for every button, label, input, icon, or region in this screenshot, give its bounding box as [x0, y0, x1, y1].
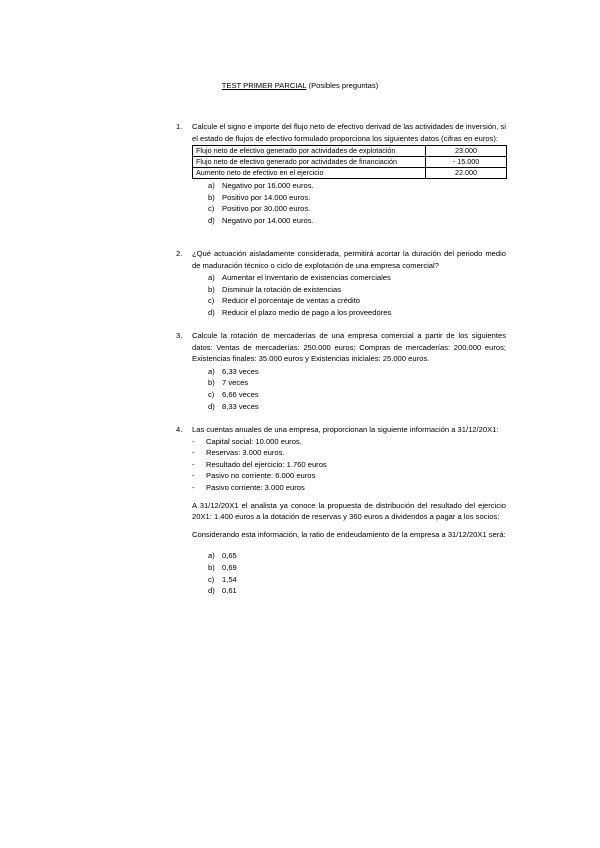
table-cell-label: Flujo neto de efectivo generado por actividades de financiación: [193, 157, 426, 168]
options-list: [208, 180, 506, 226]
option-d: [208, 401, 506, 413]
bullet-item: [192, 482, 506, 494]
option-text: Aumentar el inventario de existencias comerciales: [222, 273, 391, 283]
option-text: 0,69: [222, 562, 237, 572]
option-text: Disminuir la rotación de existencias: [222, 284, 342, 294]
option-letter: c): [208, 574, 215, 584]
question-1: [176, 121, 506, 227]
option-letter: c): [208, 389, 215, 399]
option-letter: a): [208, 366, 215, 376]
question-number: 4.: [176, 425, 183, 434]
option-b: [208, 377, 506, 389]
option-c: [208, 295, 506, 307]
bullet-dash: -: [192, 459, 195, 469]
option-b: [208, 562, 506, 574]
option-text: Reducir el porcentaje de ventas a crédito: [222, 296, 361, 306]
question-text: ¿Qué actuación aisladamente considerada, permitirá acortar la duración del periodo medio de maduración técnico o ciclo de explotación de una empresa comercial?: [192, 249, 506, 270]
cash-flow-table: [192, 145, 507, 179]
option-c: [208, 389, 506, 401]
page-title: [0, 80, 600, 92]
option-letter: c): [208, 204, 215, 214]
bullet-dash: -: [192, 482, 195, 492]
paragraph-question: Considerando esta información, la ratio de endeudamiento de la empresa a 31/12/20X1 será:: [192, 529, 506, 539]
option-letter: b): [208, 192, 215, 202]
option-letter: d): [208, 307, 215, 317]
option-text: Positivo por 30.000 euros.: [222, 204, 311, 214]
question-4: [176, 424, 506, 597]
bullet-text: Capital social: 10.000 euros.: [206, 436, 302, 446]
bullet-text: Resultado del ejercicio: 1.760 euros: [206, 459, 327, 469]
option-letter: d): [208, 586, 215, 596]
bullet-text: Reservas: 3.000 euros.: [206, 448, 285, 458]
question-number: 1.: [176, 122, 183, 131]
options-list: [208, 272, 506, 318]
bullet-text: Pasivo corriente: 3.000 euros: [206, 482, 305, 492]
option-letter: b): [208, 284, 215, 294]
bullet-dash: -: [192, 471, 195, 481]
title-sub: (Posibles preguntas): [306, 81, 379, 90]
option-d: [208, 215, 506, 227]
options-list: [208, 550, 506, 596]
table-cell-label: Flujo neto de efectivo generado por actividades de explotación: [193, 146, 426, 157]
paragraph-distribution: A 31/12/20X1 el analista ya conoce la propuesta de distribución del resultado del ejercicio 20X1: 1.400 euros a la dotación de reservas y 360 euros a dividendos a pagar a los socios:: [192, 500, 506, 522]
question-text: Calcule el signo e importe del flujo neto de efectivo derivad de las actividades de inversión, si el estado de flujos de efectivo formulado proporciona los siguientes datos (cifras en euros):: [192, 122, 506, 143]
option-a: [208, 366, 506, 378]
option-letter: d): [208, 401, 215, 411]
option-c: [208, 574, 506, 586]
option-b: [208, 192, 506, 204]
option-text: 6,66 veces: [222, 389, 259, 399]
bullet-item: [192, 436, 506, 448]
bullet-item: [192, 459, 506, 471]
table-row: [193, 157, 507, 168]
option-text: 0,61: [222, 586, 237, 596]
option-letter: c): [208, 296, 215, 306]
option-letter: b): [208, 378, 215, 388]
option-letter: a): [208, 273, 215, 283]
question-text: Calcule la rotación de mercaderías de una empresa comercial a partir de los siguientes datos: Ventas de mercaderías: 250.000 euros; Compras de mercaderías: 200.000 euros; Existencias finales: 35.000 euros y Existencias iniciales: 25.000 euros.: [192, 331, 506, 364]
option-text: 0,65: [222, 551, 237, 561]
question-number: 3.: [176, 331, 183, 340]
question-3: [176, 330, 506, 412]
bullet-text: Pasivo no corriente: 6.000 euros: [206, 471, 316, 481]
option-a: [208, 550, 506, 562]
option-letter: b): [208, 562, 215, 572]
option-text: Negativo por 16.000 euros.: [222, 181, 314, 191]
bullet-item: [192, 470, 506, 482]
option-text: Positivo por 14.000 euros.: [222, 192, 311, 202]
question-text: Las cuentas anuales de una empresa, proporcionan la siguiente información a 31/12/20X1:: [192, 425, 499, 434]
option-letter: a): [208, 181, 215, 191]
option-letter: d): [208, 215, 215, 225]
question-number: 2.: [176, 249, 183, 258]
table-cell-value: - 15.000: [426, 157, 507, 168]
bullet-dash: -: [192, 436, 195, 446]
table-cell-value: 22.000: [426, 168, 507, 179]
option-text: 6,33 veces: [222, 366, 259, 376]
bullet-dash: -: [192, 448, 195, 458]
question-2: [176, 248, 506, 319]
table-cell-value: 23.000: [426, 146, 507, 157]
option-d: [208, 307, 506, 319]
option-text: Negativo por 14.000 euros.: [222, 215, 314, 225]
option-c: [208, 203, 506, 215]
option-d: [208, 585, 506, 597]
table-row: [193, 146, 507, 157]
option-text: 7 veces: [222, 378, 249, 388]
bullet-item: [192, 447, 506, 459]
option-a: [208, 272, 506, 284]
option-a: [208, 180, 506, 192]
option-letter: a): [208, 551, 215, 561]
option-b: [208, 284, 506, 296]
option-text: 8,33 veces: [222, 401, 259, 411]
table-row: [193, 168, 507, 179]
option-text: 1,54: [222, 574, 237, 584]
table-cell-label: Aumento neto de efectivo en el ejercicio: [193, 168, 426, 179]
option-text: Reducir el plazo medio de pago a los proveedores: [222, 307, 392, 317]
title-main: TEST PRIMER PARCIAL: [221, 81, 307, 90]
options-list: [208, 366, 506, 412]
